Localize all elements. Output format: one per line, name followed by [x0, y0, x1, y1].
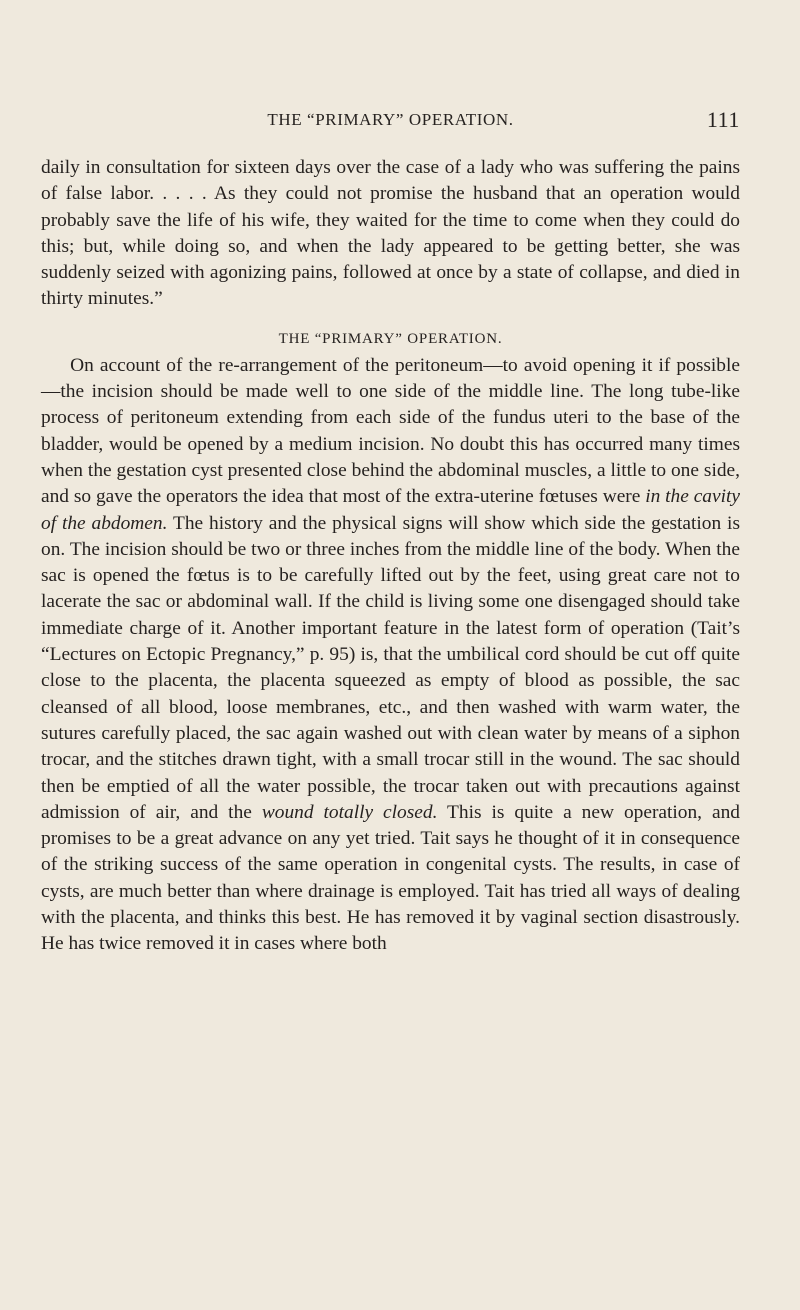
- body-text: [41, 155, 740, 958]
- paragraph-continued: daily in consultation for sixteen days over the case of a lady who was suffering the pains of false labor. . . . . As they could not promise the husband that an operation would probably save the life of his wife, they waited for the time to come when they could do this; but, while doing so, and when the lady appeared to be getting better, she was suddenly seized with agonizing pains, followed at once by a state of collapse, and died in thirty minutes.”: [41, 157, 740, 310]
- italic-phrase: in the cavity of the abdomen.: [41, 486, 740, 534]
- page-number: 111: [706, 107, 740, 132]
- paragraph-text: On account of the re-arrangement of the peritoneum—to avoid opening it if possible—the incision should be made well to one side of the middle line. The long tube-like process of peritoneum extending from each side of the fundus uteri to the base of the bladder, would be opened by a medium incision. No doubt this has occurred many times when the gestation cyst presented close behind the abdominal muscles, a little to one side, and so gave the operators the idea that most of the extra-uterine fœtuses were: [41, 354, 740, 508]
- paragraph-primary-operation: [41, 353, 740, 958]
- italic-phrase: wound totally closed.: [261, 801, 438, 823]
- running-head: [41, 107, 740, 139]
- paragraph-text: The history and the physical signs will show which side the gestation is on. The incision should be two or three inches from the middle line of the body. When the sac is opened the fœtus is to be carefully lifted out by the feet, using great care not to lacerate the sac or abdominal wall. If the child is living some one disengaged should take immediate charge of it. Another important feature in the latest form of operation (Tait’s “Lectures on Ectopic Pregnancy,” p. 95) is, that the umbilical cord should be cut off quite close to the placenta, the placenta squeezed as empty of blood as possible, the sac cleansed of all blood, loose membranes, etc., and then washed with warm water, the sutures carefully placed, the sac again washed out with clean water by means of a siphon trocar, and the stitches drawn tight, with a small trocar still in the wound. The sac should then be emptied of all the water possible, the trocar taken out with precautions against admission of air, and the: [41, 512, 740, 823]
- paragraph-text: This is quite a new operation, and promises to be a great advance on any yet tried. Tait says he thought of it in consequence of the striking success of the same operation in congenital cysts. The results, in case of cysts, are much better than where drainage is employed. Tait has tried all ways of dealing with the placenta, and thinks this best. He has removed it by vaginal section disastrously. He has twice removed it in cases where both: [41, 801, 740, 955]
- section-heading: THE “PRIMARY” OPERATION.: [278, 330, 503, 347]
- running-head-title: THE “PRIMARY” OPERATION.: [267, 110, 514, 129]
